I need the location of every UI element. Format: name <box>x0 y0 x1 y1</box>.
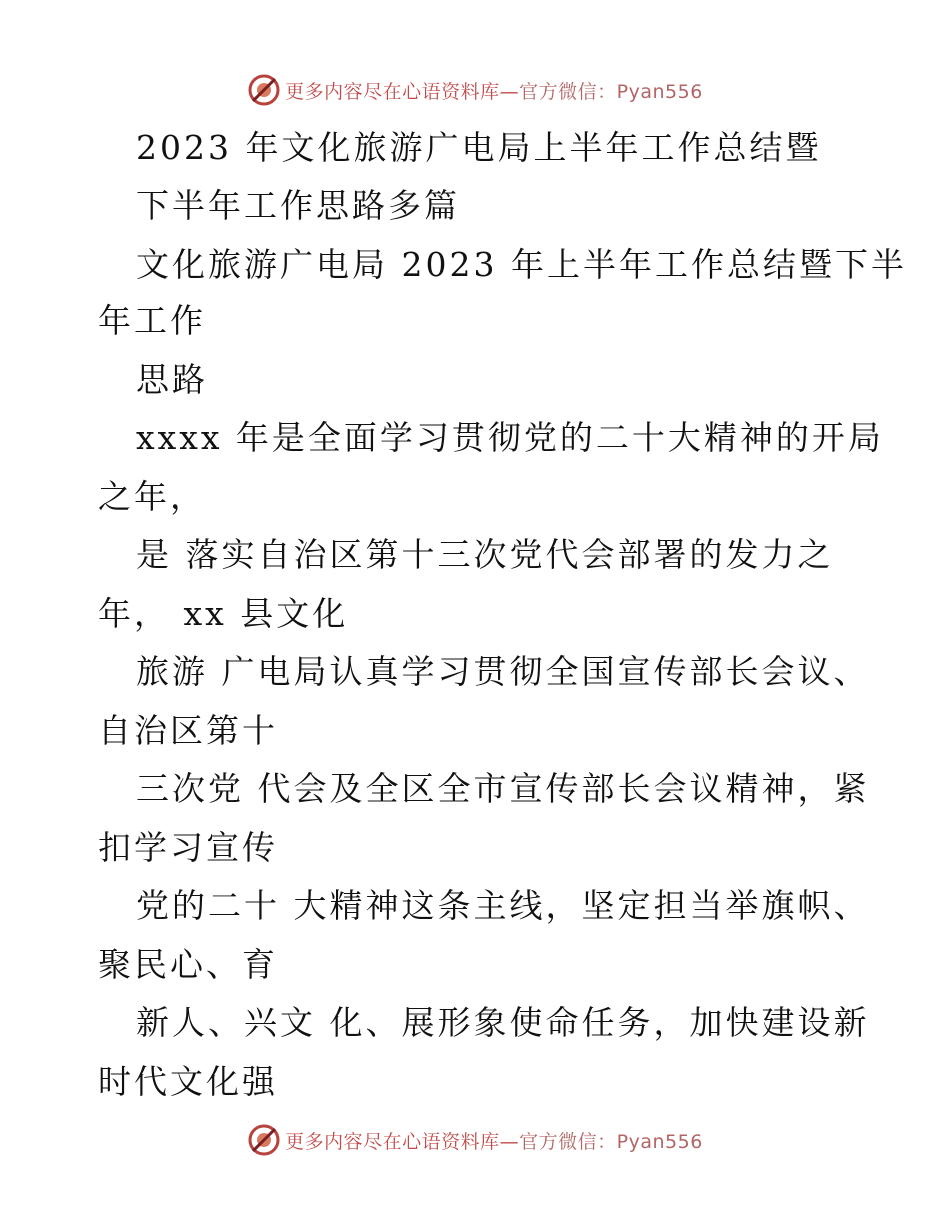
brand-logo-icon <box>247 1123 281 1157</box>
doc-line: 时代文化强 <box>98 1062 278 1101</box>
doc-line: 旅游 广电局认真学习贯彻全国宣传部长会议、 <box>136 652 870 691</box>
doc-line: 三次党 代会及全区全市宣传部长会议精神，紧 <box>136 769 870 808</box>
doc-line: xxxx 年是全面学习贯彻党的二十大精神的开局 <box>136 418 884 457</box>
doc-title-line-1: 2023 年文化旅游广电局上半年工作总结暨 <box>136 128 822 167</box>
doc-line: 党的二十 大精神这条主线，坚定担当举旗帜、 <box>136 886 870 925</box>
bottom-watermark-banner <box>0 1120 950 1160</box>
doc-line: 年， xx 县文化 <box>98 594 349 633</box>
doc-line: 聚民心、育 <box>98 945 278 984</box>
doc-line: 之年， <box>98 477 206 516</box>
watermark-text: 更多内容尽在心语资料库—官方微信：Pyan556 <box>285 1130 703 1153</box>
watermark-text: 更多内容尽在心语资料库—官方微信：Pyan556 <box>285 80 703 103</box>
doc-line: 新人、兴文 化、展形象使命任务，加快建设新 <box>136 1003 870 1042</box>
doc-line: 文化旅游广电局 2023 年上半年工作总结暨下半 <box>136 245 907 284</box>
doc-line: 是 落实自治区第十三次党代会部署的发力之 <box>136 535 834 574</box>
doc-title-line-2: 下半年工作思路多篇 <box>136 186 460 225</box>
doc-line: 年工作 <box>98 301 206 340</box>
doc-line: 思路 <box>136 360 208 399</box>
doc-line: 扣学习宣传 <box>98 828 278 867</box>
doc-line: 自治区第十 <box>98 711 278 750</box>
